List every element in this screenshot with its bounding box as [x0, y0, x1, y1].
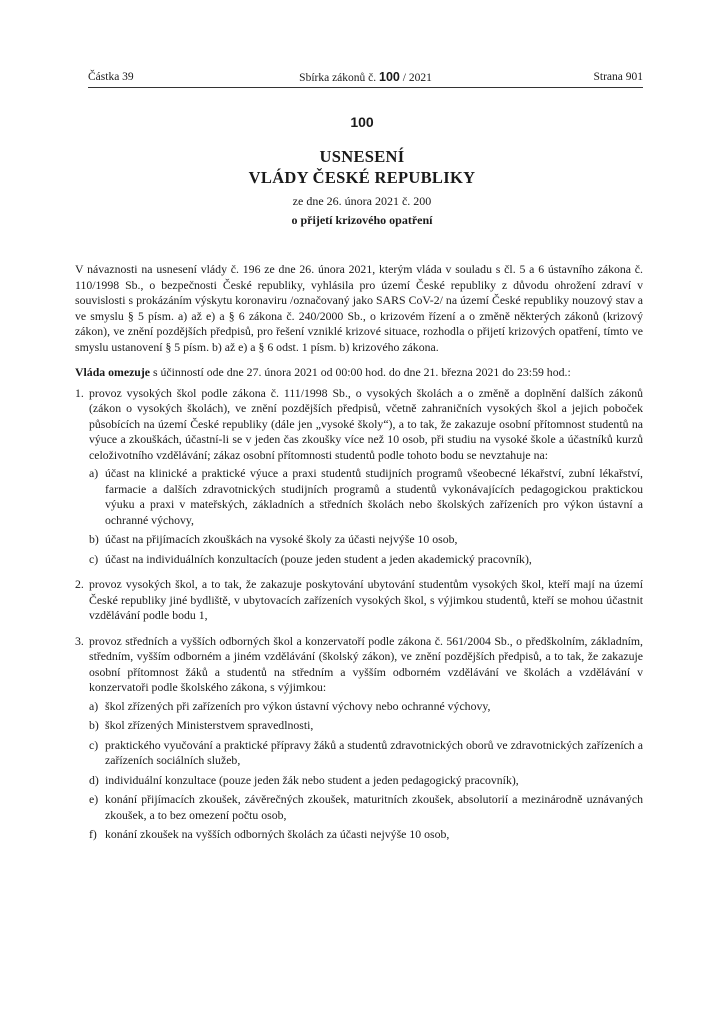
header-collection-year: / 2021	[402, 72, 432, 84]
exception-item	[89, 552, 643, 568]
measures-list	[75, 386, 643, 843]
document-subject: o přijetí krizového opatření	[291, 213, 433, 227]
lead-sentence	[75, 365, 643, 381]
exception-text: konání zkoušek na vyšších odborných školách za účasti nejvýše 10 osob,	[105, 827, 450, 841]
lead-text: s účinností ode dne 27. února 2021 od 00:00 hod. do dne 21. března 2021 do 23:59 hod.:	[150, 365, 571, 379]
measure-text: provoz vysokých škol, a to tak, že zakazuje poskytování ubytování studentům vysokých škol, kteří mají na území České republiky jiné bydliště, v ubytovacích zařízeních vysokých škol, s výjimkou studentů, kteří se mohou účastnit vzdělávání podle bodu 1,	[89, 577, 643, 622]
exception-item	[89, 699, 643, 715]
measure-item	[75, 634, 643, 843]
exception-text: účast na klinické a praktické výuce a praxi studentů studijních programů všeobecné lékařství, zubní lékařství, farmacie a dalších zdravotnických studijních programů a studentů vykonávajících pedagogickou praktickou výuku a praxi v mateřských, základních a středních školách nebo školských zařízeních pro výkon ústavní a ochranné výchovy,	[105, 466, 643, 527]
measure-number: 3.	[75, 633, 84, 648]
exception-letter: a)	[89, 698, 99, 713]
measure-number: 2.	[75, 577, 84, 591]
exception-text: škol zřízených při zařízeních pro výkon ústavní výchovy nebo ochranné výchovy,	[105, 698, 491, 713]
page-header	[88, 70, 643, 84]
exception-text: účast na přijímacích zkouškách na vysoké školy za účasti nejvýše 10 osob,	[105, 532, 458, 546]
intro-paragraph: V návaznosti na usnesení vlády č. 196 ze dne 26. února 2021, kterým vláda v souladu s čl. 5 a 6 ústavního zákona č. 110/1998 Sb., o bezpečnosti České republiky, vyhlásila pro území České republiky z důvodu ohrožení zdraví v souvislosti s prokázáním výskytu koronaviru /označovaný jako SARS CoV-2/ na území České republiky nouzový stav a ve smyslu § 5 písm. a) až e) a § 6 zákona č. 240/2000 Sb., o krizovém řízení a o změně některých zákonů (krizový zákon), ve znění pozdějších předpisů, pro řešení vzniklé krizové situace, rozhodla o přijetí krizových opatření, tímto ve smyslu ustanovení § 5 písm. b) až e) a § 6 odst. 1 písm. b) krizového zákona.	[75, 262, 643, 354]
exception-item	[89, 773, 643, 789]
measure-number: 1.	[75, 385, 84, 400]
exception-item	[89, 738, 643, 769]
document-title-line1: USNESENÍ	[319, 147, 405, 166]
measure-text: provoz středních a vyšších odborných škol a konzervatoří podle zákona č. 561/2004 Sb., o předškolním, základním, středním, vyšším odborném a jiném vzdělávání (školský zákon), ve znění pozdějších předpisů, a to tak, že zakazuje osobní přítomnost žáků a studentů na středním a vyšším odborném vzdělávání ve školách a vzdělávání v konzervatoři podle školského zákona, s výjimkou:	[89, 633, 643, 694]
header-collection-prefix: Sbírka zákonů č.	[299, 72, 377, 84]
exception-text: konání přijímacích zkoušek, závěrečných zkoušek, maturitních zkoušek, absolutorií a mezinárodně uznávaných zkoušek, a to bez omezení počtu osob,	[105, 792, 643, 822]
measure-text: provoz vysokých škol podle zákona č. 111/1998 Sb., o vysokých školách a o změně a doplnění dalších zákonů (zákon o vysokých školách), ve znění pozdějších předpisů, včetně zahraničních vysokých škol a jejich poboček působících na území České republiky (dále jen „vysoké školy“), a to tak, že zakazuje osobní přítomnost studentů na výuce a zkouškách, účastní-li se v jeden čas zkoušky více než 10 osob, při studiu na vysoké škole a účastníků kurzů celoživotního vzdělávání; zákaz osobní přítomnosti studentů podle tohoto bodu se nevztahuje na:	[89, 385, 643, 462]
exception-letter: d)	[89, 772, 99, 787]
exception-text: praktického vyučování a praktické přípravy žáků a studentů zdravotnických oborů ve zdravotnických zařízeních a zařízeních sociálních služeb,	[105, 737, 643, 767]
exception-item	[89, 718, 643, 734]
exception-letter: b)	[89, 718, 99, 732]
header-collection	[88, 70, 643, 85]
exception-item	[89, 792, 643, 823]
exception-list	[89, 699, 643, 843]
exception-text: individuální konzultace (pouze jeden žák nebo student a jeden pedagogický pracovník),	[105, 772, 519, 787]
header-page-number: Strana 901	[593, 71, 643, 83]
measure-item	[75, 386, 643, 568]
exception-text: škol zřízených Ministerstvem spravedlnosti,	[105, 718, 314, 732]
document-number: 100	[350, 114, 374, 130]
document-date-line: ze dne 26. února 2021 č. 200	[292, 194, 432, 208]
exception-item	[89, 827, 643, 843]
exception-text: účast na individuálních konzultacích (pouze jeden student a jeden akademický pracovník),	[105, 551, 532, 566]
exception-list	[89, 466, 643, 567]
exception-letter: c)	[89, 551, 99, 566]
header-part: Částka 39	[88, 71, 134, 83]
exception-letter: e)	[89, 792, 99, 806]
measure-item	[75, 577, 643, 624]
exception-letter: a)	[89, 466, 99, 480]
exception-item	[89, 466, 643, 528]
document-body	[75, 262, 643, 853]
exception-letter: b)	[89, 532, 99, 546]
header-collection-number: 100	[379, 70, 400, 84]
document-title-line2: VLÁDY ČESKÉ REPUBLIKY	[248, 168, 476, 187]
exception-item	[89, 532, 643, 548]
exception-letter: f)	[89, 827, 97, 841]
header-divider	[88, 87, 643, 88]
lead-bold: Vláda omezuje	[75, 365, 151, 379]
exception-letter: c)	[89, 737, 99, 752]
